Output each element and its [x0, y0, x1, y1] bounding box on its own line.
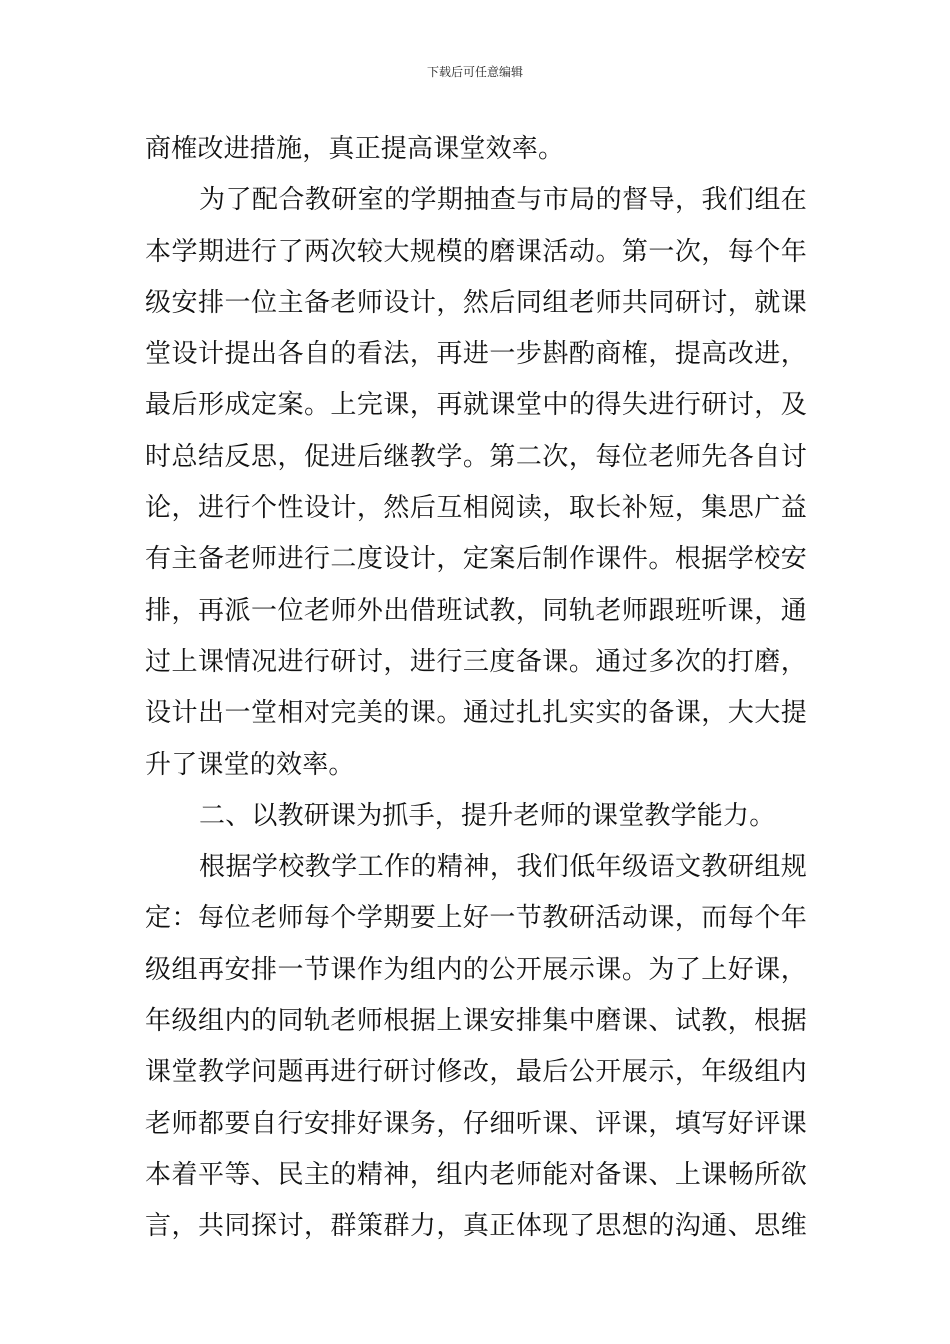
text-line: 年级组内的同轨老师根据上课安排集中磨课、试教，根据: [145, 1006, 807, 1037]
text-line: 堂设计提出各自的看法，再进一步斟酌商榷，提高改进，: [145, 339, 807, 370]
text-line: 定：每位老师每个学期要上好一节教研活动课，而每个年: [145, 903, 807, 934]
page-header: 下载后可任意编辑: [426, 65, 523, 79]
text-line: 老师都要自行安排好课务，仔细听课、评课，填写好评课: [145, 1108, 807, 1139]
text-line: 言，共同探讨，群策群力，真正体现了思想的沟通、思维: [145, 1211, 807, 1242]
text-line: 为了配合教研室的学期抽查与市局的督导，我们组在: [199, 185, 807, 216]
text-line: 级组再安排一节课作为组内的公开展示课。为了上好课，: [145, 954, 807, 985]
text-line: 本学期进行了两次较大规模的磨课活动。第一次，每个年: [145, 236, 807, 267]
text-line: 最后形成定案。上完课，再就课堂中的得失进行研讨，及: [145, 390, 807, 421]
text-line: 论，进行个性设计，然后互相阅读，取长补短，集思广益: [145, 493, 807, 524]
text-line: 时总结反思，促进后继教学。第二次，每位老师先各自讨: [145, 441, 807, 472]
text-line: 设计出一堂相对完美的课。通过扎扎实实的备课，大大提: [145, 698, 807, 729]
text-line: 根据学校教学工作的精神，我们低年级语文教研组规: [199, 852, 807, 883]
text-line: 课堂教学问题再进行研讨修改，最后公开展示，年级组内: [145, 1057, 807, 1088]
text-line: 有主备老师进行二度设计，定案后制作课件。根据学校安: [145, 544, 807, 575]
text-line: 排，再派一位老师外出借班试教，同轨老师跟班听课，通: [145, 595, 807, 626]
text-line: 过上课情况进行研讨，进行三度备课。通过多次的打磨，: [145, 646, 807, 677]
text-line: 本着平等、民主的精神，组内老师能对备课、上课畅所欲: [145, 1159, 807, 1190]
text-line: 级安排一位主备老师设计，然后同组老师共同研讨，就课: [145, 287, 807, 318]
document-body: [145, 124, 807, 1253]
text-line: 商榷改进措施，真正提高课堂效率。: [145, 134, 565, 164]
text-line: 二、以教研课为抓手，提升老师的课堂教学能力。: [199, 800, 776, 831]
text-line: 升了课堂的效率。: [145, 749, 355, 780]
